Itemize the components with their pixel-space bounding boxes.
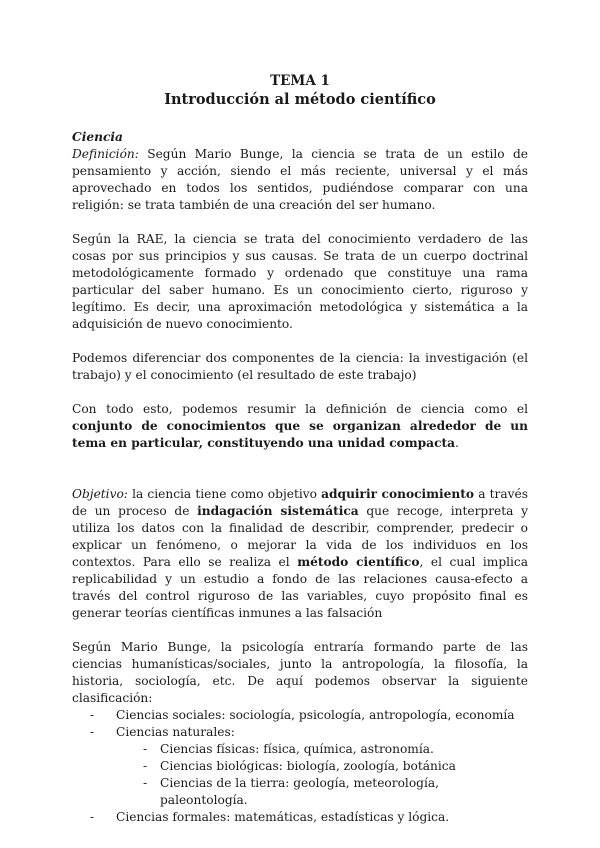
list-item-text: Ciencias físicas: física, química, astronomía. — [160, 742, 434, 756]
definition-label: Definición: — [72, 147, 139, 161]
list-item-text: Ciencias sociales: sociología, psicología, antropología, economía — [116, 708, 515, 722]
document-page — [72, 72, 528, 826]
objetivo-text-4: , el cual implica replicabilidad y un estudio a fondo de las relaciones causa-efecto a través del control riguroso de las variables, cuyo propósito final es generar teorías científicas inmunes a las falsación — [72, 555, 529, 620]
objetivo-text-2: a través de un proceso de — [72, 487, 528, 518]
components-paragraph: Podemos diferenciar dos componentes de la ciencia: la investigación (el trabajo) y el conocimiento (el resultado de este trabajo) — [72, 351, 528, 382]
summary-paragraph — [72, 401, 528, 452]
definition-text: Según Mario Bunge, la ciencia se trata de un estilo de pensamiento y acción, siendo el más reciente, universal y el más aprovechado en todos los sentidos, pudiéndose comparar con una religión: se trata también de una creación del ser humano. — [72, 147, 528, 212]
classification-list — [72, 707, 528, 826]
summary-intro: Con todo esto, podemos resumir la definición de ciencia como el — [72, 402, 528, 416]
list-dash: - — [143, 742, 148, 756]
summary-bold: conjunto de conocimientos que se organizan alrededor de un tema en particular, constituyendo una unidad compacta — [72, 419, 528, 450]
objetivo-bold-1: adquirir conocimiento — [321, 487, 475, 501]
definition-paragraph — [72, 146, 528, 214]
list-item-sociales — [90, 707, 528, 724]
objetivo-text-3: que recoge, interpreta y utiliza los datos con la finalidad de describir, comprender, predecir o explicar un fenómeno, o mejorar la vida de los individuos en los contextos. Para ello se realiza el — [72, 504, 528, 569]
list-item-naturales — [90, 724, 528, 809]
list-item-formales — [90, 809, 528, 826]
list-item-fisicas — [143, 741, 528, 758]
list-item-text: Ciencias naturales: — [116, 725, 235, 739]
rae-paragraph: Según la RAE, la ciencia se trata del conocimiento verdadero de las cosas por sus principios y sus causas. Se trata de un cuerpo doctrinal metodológicamente formado y ordenado que constituye una rama particular del saber humano. Es un conocimiento cierto, riguroso y legítimo. Es decir, una aproximación metodológica y sistemática a la adquisición de nuevo conocimiento. — [72, 232, 528, 331]
objetivo-paragraph — [72, 486, 528, 622]
list-item-text: Ciencias biológicas: biología, zoología, botánica — [160, 759, 456, 773]
objetivo-label: Objetivo: — [72, 487, 128, 501]
naturales-sublist — [116, 741, 528, 809]
objetivo-bold-3: método científico — [297, 555, 420, 569]
list-dash: - — [143, 759, 148, 773]
list-dash: - — [90, 810, 95, 824]
list-item-text: Ciencias formales: matemáticas, estadísticas y lógica. — [116, 810, 450, 824]
summary-end: . — [455, 436, 459, 450]
list-dash: - — [90, 725, 95, 739]
clasificacion-intro: Según Mario Bunge, la psicología entraría formando parte de las ciencias humanísticas/sociales, junto la antropología, la filosofía, la historia, sociología, etc. De aquí podemos observar la siguiente clasificación: — [72, 640, 528, 705]
objetivo-text-1: la ciencia tiene como objetivo — [127, 487, 322, 501]
objetivo-bold-2: indagación sistemática — [197, 504, 359, 518]
section-heading-ciencia: Ciencia — [72, 130, 123, 144]
list-item-biologicas — [143, 758, 528, 775]
list-dash: - — [143, 776, 148, 790]
tema-label: TEMA 1 — [270, 73, 330, 89]
list-dash: - — [90, 708, 95, 722]
page-title: Introducción al método científico — [164, 91, 436, 108]
list-item-tierra — [143, 775, 528, 809]
list-item-text: Ciencias de la tierra: geología, meteorología, paleontología. — [160, 776, 439, 807]
